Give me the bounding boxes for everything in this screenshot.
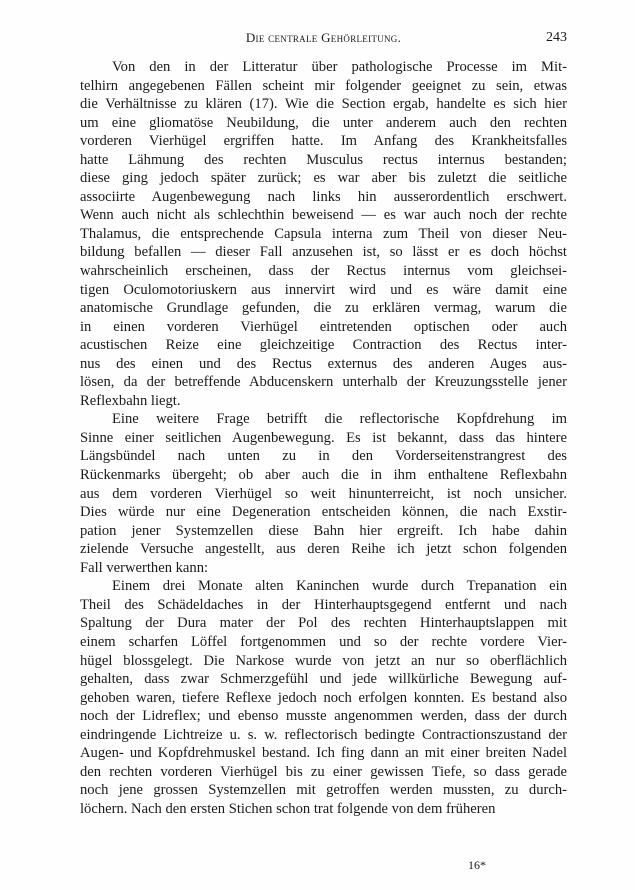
text-line: tigen Oculomotoriuskern aus innervirt wird und es wäre damit eine [80,281,567,298]
text-line: acustischen Reize eine gleichzeitige Contraction des Rectus inter- [80,337,567,354]
text-line: einem scharfen Löffel fortgenommen und so der rechte vordere Vier- [80,633,567,650]
text-line: gehoben waren, tiefere Reflexe jedoch noch erfolgen konnten. Es bestand also [80,689,567,706]
text-line: Eine weitere Frage betrifft die reflectorische Kopfdrehung im [112,411,567,428]
text-line: die Verhältnisse zu klären (17). Wie die Section ergab, handelte es sich hier [80,96,567,113]
text-line: lösen, da der betreffende Abducenskern unterhalb der Kreuzungsstelle jener [80,374,567,391]
text-line: hügel blossgelegt. Die Narkose wurde von jetzt an nur so oberflächlich [80,652,567,669]
text-line: Von den in der Litteratur über pathologische Processe im Mit- [112,59,567,75]
text-line: in einen vorderen Vierhügel eintretenden optischen oder auch [80,318,567,335]
text-line: Einem drei Monate alten Kaninchen wurde durch Trepanation ein [112,578,567,595]
text-line: pation jener Systemzellen diese Bahn hier ergreift. Ich habe dahin [80,522,567,539]
text-line: um eine gliomatöse Neubildung, die unter anderem auch den rechten [80,114,567,131]
text-line: noch der Lidreflex; und ebenso musste angenommen werden, dass der durch [80,708,567,725]
paragraph [80,410,567,577]
text-line: wahrscheinlich erscheinen, dass der Rectus internus vom gleichsei- [80,263,567,280]
text-line: Spaltung der Dura mater der Pol des rechten Hinterhauptslappen mit [80,615,567,632]
text-line: löchern. Nach den ersten Stichen schon trat folgende von dem früheren [80,800,496,817]
running-title: Die centrale Gehörleitung. [245,30,402,45]
text-line: eindringende Lichtreize u. s. w. reflectorisch bedingte Contractionszustand der [80,726,567,743]
text-line: diese ging jedoch später zurück; es war aber bis zuletzt die seitliche [80,170,567,187]
text-line: den rechten vorderen Vierhügel bis zu einer gewissen Tiefe, so dass gerade [80,763,567,780]
text-line: gehalten, dass zwar Schmerzgefühl und jede willkürliche Bewegung auf- [80,671,567,688]
text-line: Wenn auch nicht als schlechthin beweisend — es war auch noch der rechte [80,207,567,224]
paragraph [80,58,567,410]
body-text [80,58,567,818]
text-line: Reflexbahn liegt. [80,392,181,409]
text-line: Fall verwerthen kann: [80,559,209,576]
text-line: aus dem vorderen Vierhügel so weit hinunterreicht, ist noch unsicher. [80,485,567,502]
text-line: anatomische Grundlage gefunden, die zu erklären vermag, warum die [80,300,567,317]
text-line: Dies würde nur eine Degeneration entscheiden können, die nach Exstir- [80,504,567,521]
text-line: noch jene grossen Systemzellen mit getroffen werden mussten, zu durch- [80,782,567,799]
paragraph [80,577,567,818]
text-line: Rückenmarks übergeht; ob aber auch die in ihm enthaltene Reflexbahn [80,467,567,484]
text-line: Längsbündel nach unten zu in den Vorderseitenstrangrest des [80,448,567,465]
text-line: associirte Augenbewegung nach links hin ausserordentlich erschwert. [80,188,567,205]
running-head [80,30,567,48]
text-line: Augen- und Kopfdrehmuskel bestand. Ich fing dann an mit einer breiten Nadel [80,745,567,762]
text-line: telhirn angegebenen Fällen scheint mir folgender geeignet zu sein, etwas [80,77,567,94]
text-line: Theil des Schädeldaches in der Hinterhauptsgegend entfernt und nach [80,596,567,613]
text-line: zielende Versuche angestellt, aus deren Reihe ich jetzt schon folgenden [80,541,567,558]
text-line: hatte Lähmung des rechten Musculus rectus internus bestanden; [80,151,567,168]
text-line: vorderen Vierhügel ergriffen hatte. Im Anfang des Krankheitsfalles [80,133,567,150]
text-line: Sinne einer seitlichen Augenbewegung. Es ist bekannt, dass das hintere [80,429,567,446]
text-line: bildung befallen — dieser Fall anzusehen ist, so lässt er es doch höchst [80,244,567,261]
printer-signature: 16* [468,858,486,872]
page-number: 243 [546,30,567,45]
text-line: nus des einen und des Rectus externus des anderen Auges aus- [80,355,567,372]
text-line: Thalamus, die entsprechende Capsula interna zum Theil von dieser Neu- [80,225,567,242]
